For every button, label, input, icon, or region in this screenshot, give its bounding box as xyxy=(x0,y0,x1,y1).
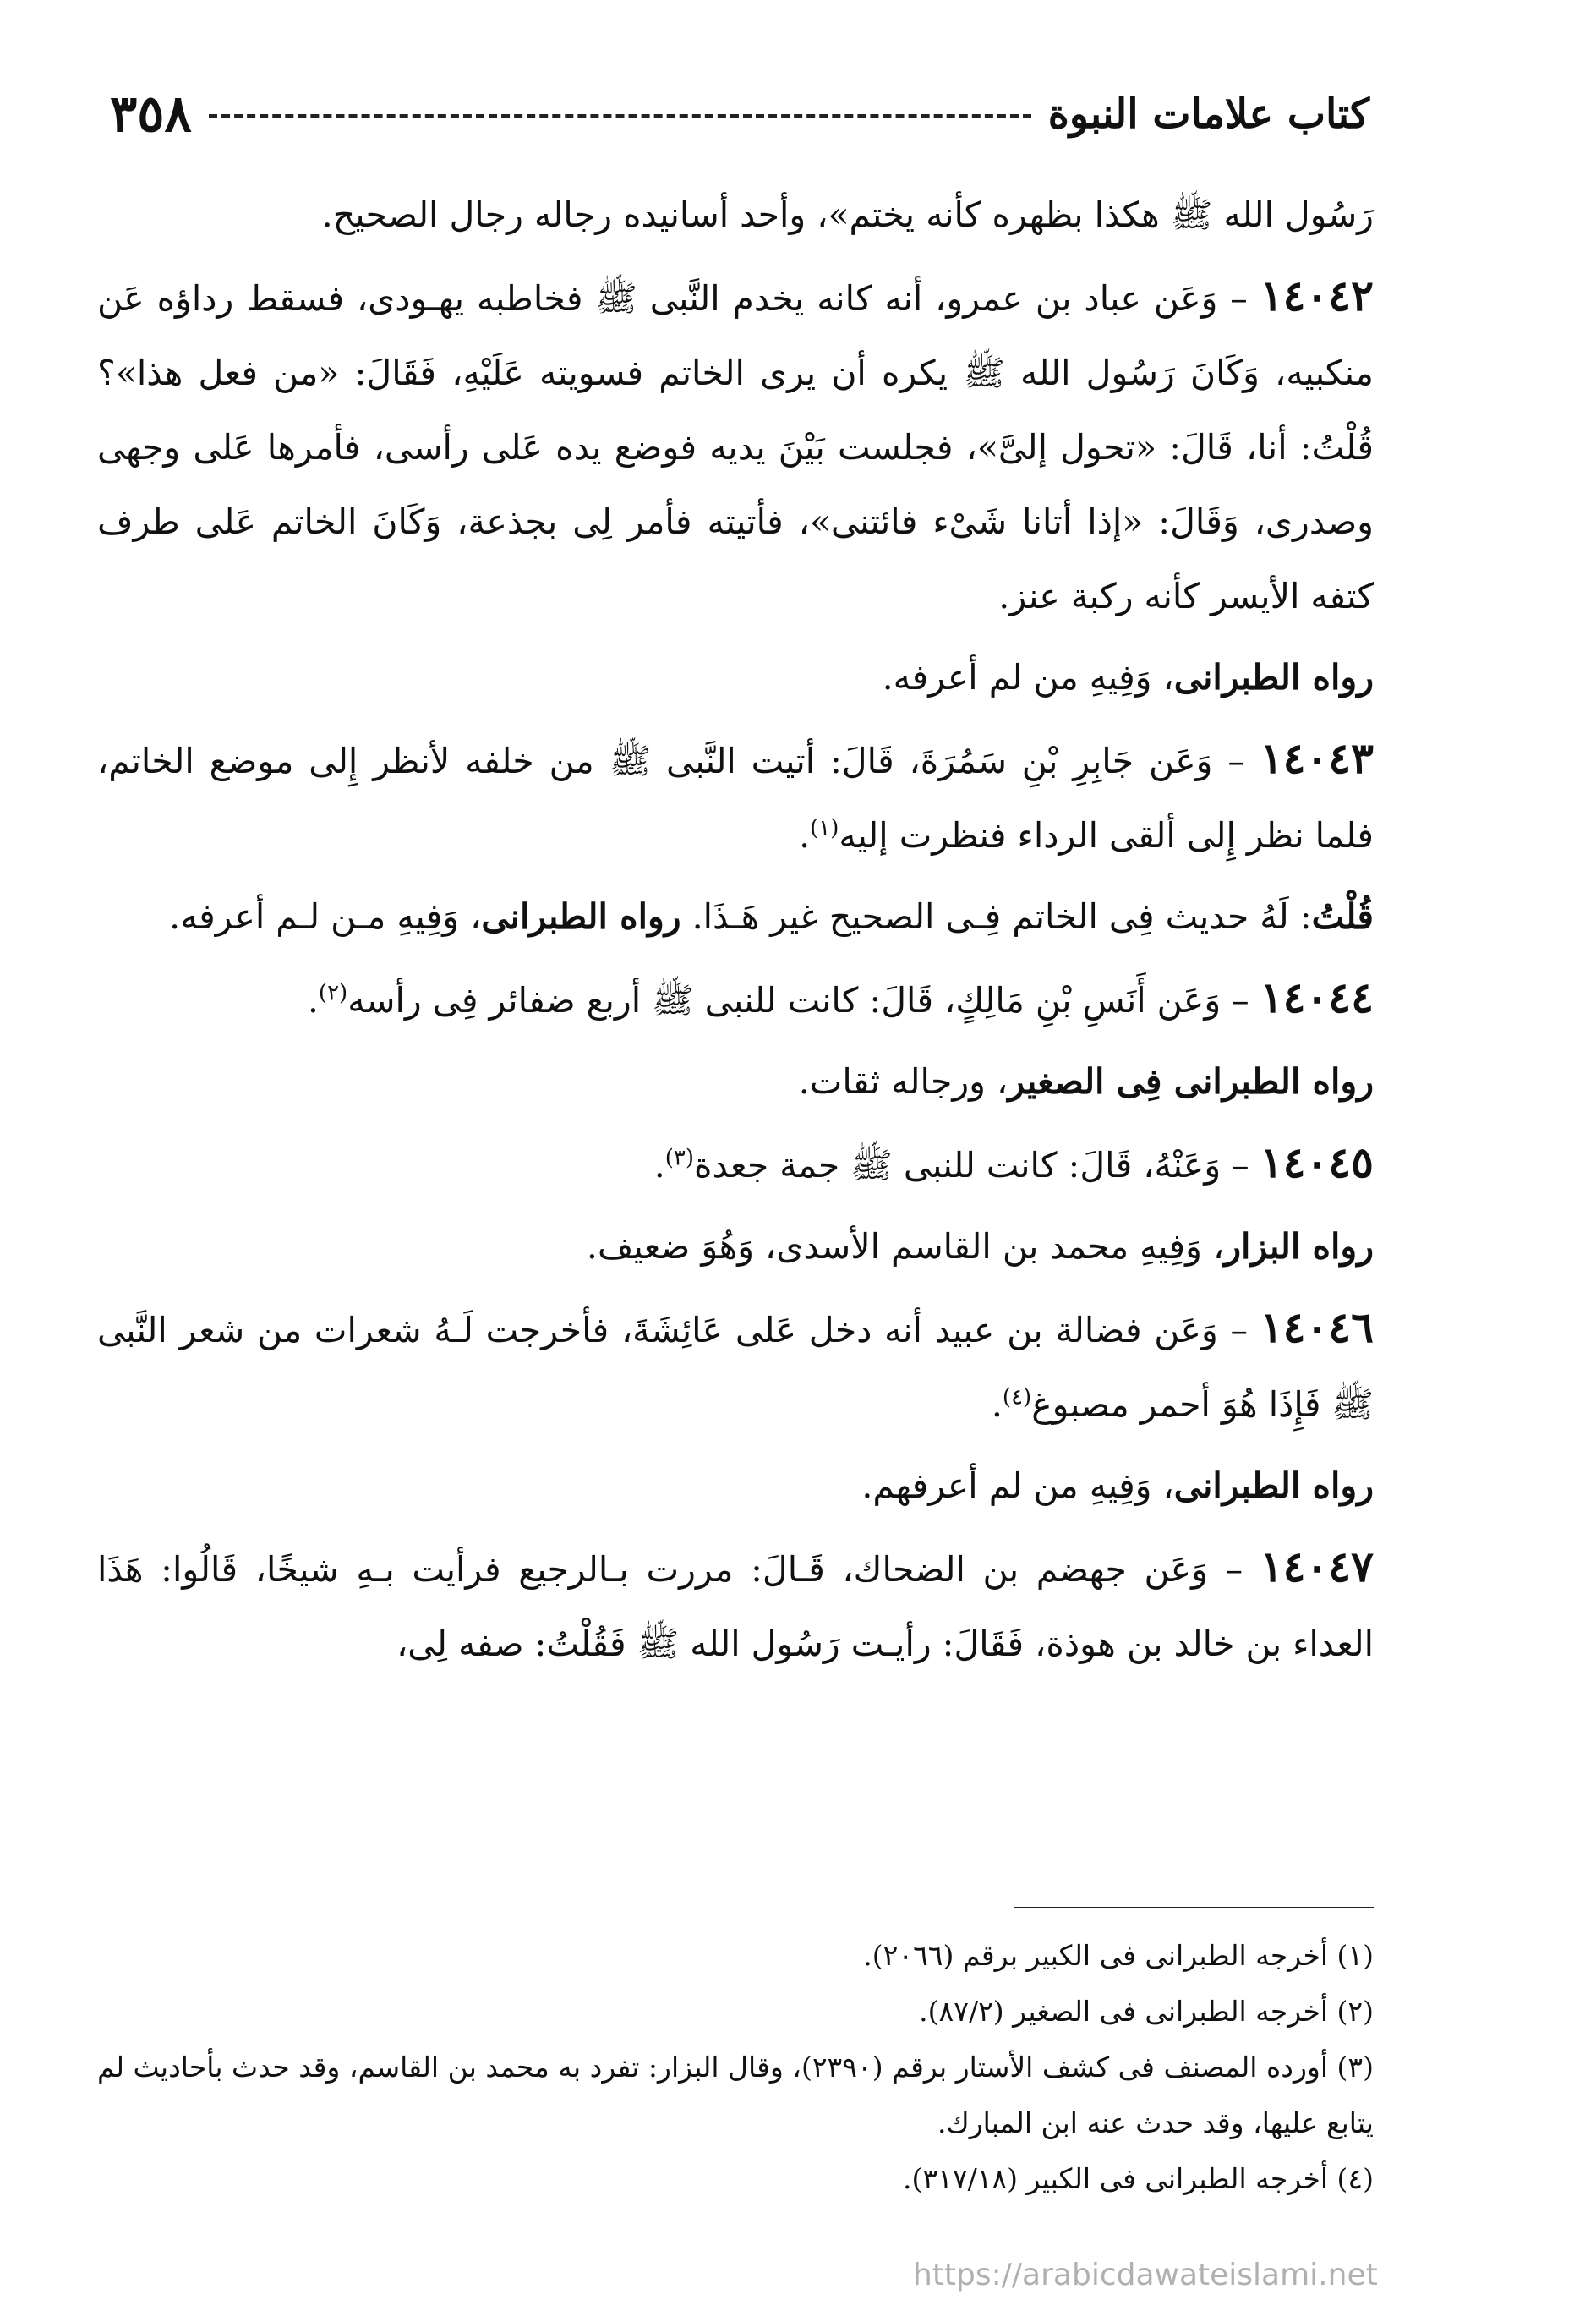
footnote-separator xyxy=(1014,1907,1374,1908)
hadith-text: – وَعَن جَابِرِ بْنِ سَمُرَةَ، قَالَ: أتيت النَّبى ﷺ من خلفه لأنظر إِلى موضع الخاتم، فلما نظر إِلى ألقى الرداء فنظرت إليه xyxy=(97,741,1374,856)
footnote-marker: (٤) xyxy=(1002,1384,1032,1410)
hadith-text: – وَعَن أَنَسِ بْنِ مَالِكٍ، قَالَ: كانت للنبى ﷺ أربع ضفائر فِى رأسه xyxy=(347,980,1249,1021)
main-text xyxy=(97,178,1374,1688)
paragraph-continuation: رَسُول الله ﷺ هكذا بظهره كأنه يختم»، وأحد أسانيده رجاله رجال الصحيح. xyxy=(321,194,1374,235)
source-note: ، وَفِيهِ مـن لـم أعرفه. xyxy=(169,896,482,937)
hadith-source xyxy=(97,1448,1374,1523)
source-name: رواه الطبرانى xyxy=(1173,657,1374,698)
source-name: رواه الطبرانى xyxy=(1173,1465,1374,1506)
source-name: رواه الطبرانى فِى الصغير xyxy=(1008,1061,1374,1102)
hadith-14042 xyxy=(97,259,1374,633)
source-note: ، وَفِيهِ محمد بن القاسم الأسدى، وَهُوَ ضعيف. xyxy=(586,1226,1225,1267)
footnotes xyxy=(97,1928,1374,2207)
hadith-source xyxy=(97,640,1374,715)
hadith-number: ١٤٠٤٦ xyxy=(1260,1302,1374,1352)
footnote-marker: (٣) xyxy=(664,1145,695,1171)
page-number: ٣٥٨ xyxy=(110,85,192,144)
hadith-source xyxy=(97,1209,1374,1284)
hadith-text: – وَعَنْهُ، قَالَ: كانت للنبى ﷺ جمة جعدة xyxy=(694,1145,1249,1186)
hadith-number: ١٤٠٤٢ xyxy=(1260,271,1374,320)
hadith-14043: ١٤٠٤٣ – وَعَن جَابِرِ بْنِ سَمُرَةَ، قَالَ: أتيت النَّبى ﷺ من خلفه لأنظر إِلى موضع الخاتم، فلما نظر إِلى ألقى الرداء فنظرت إليه$^{(١)}$. xyxy=(97,733,1374,856)
qult-label: قُلْتُ xyxy=(1311,896,1374,937)
footnote-4: (٤) أخرجه الطبرانى فى الكبير (٣١٧/١٨). xyxy=(903,2162,1374,2195)
hadith-14047 xyxy=(97,1530,1374,1681)
hadith-14045: ١٤٠٤٥ – وَعَنْهُ، قَالَ: كانت للنبى ﷺ جمة جعدة$^{(٣)}$. xyxy=(653,1137,1374,1187)
source-note: ، وَفِيهِ من لم أعرفه. xyxy=(882,657,1174,698)
source-note: ، وَفِيهِ من لم أعرفهم. xyxy=(861,1465,1174,1506)
hadith-source xyxy=(97,1044,1374,1119)
hadith-text: – وَعَن عباد بن عمرو، أنه كانه يخدم النَّبى ﷺ فخاطبه يهـودى، فسقط رداؤه عَن منكبيه، وَكَانَ رَسُول الله ﷺ يكره أن يرى الخاتم فسويته عَلَيْهِ، فَقَالَ: «من فعل هذا»؟ قُلْتُ: أنا، قَالَ: «تحول إلىَّ»، فجلست بَيْنَ يديه فوضع يده عَلى رأسى، فأمرها عَلى وجهى وصدرى، وَقَالَ: «إذا أتانا شَىْء فائتنى»، فأتيته فأمر لِى بجذعة، وَكَانَ الخاتم عَلى طرف كتفه الأيسر كأنه ركبة عنز. xyxy=(97,278,1374,616)
footnote-2: (٢) أخرجه الطبرانى فى الصغير (٨٧/٢). xyxy=(919,1995,1374,2028)
footnote-3: (٣) أورده المصنف فى كشف الأستار برقم (٢٣٩٠)، وقال البزار: تفرد به محمد بن القاسم، وقد حدث بأحاديث لم يتابع عليها، وقد حدث عنه ابن المبارك. xyxy=(97,2051,1374,2139)
book-title: كتاب علامات النبوة xyxy=(1047,90,1369,138)
source-name: رواه الطبرانى xyxy=(481,896,681,937)
hadith-number: ١٤٠٤٣ xyxy=(1260,733,1374,783)
commentary-text: : لَهُ حديث فِى الخاتم فِـى الصحيح غير هَـذَا. xyxy=(680,896,1312,937)
running-header xyxy=(93,85,1369,144)
footnote-marker: (٢) xyxy=(318,980,348,1006)
hadith-14044: ١٤٠٤٤ – وَعَن أَنَسِ بْنِ مَالِكٍ، قَالَ: كانت للنبى ﷺ أربع ضفائر فِى رأسه$^{(٢)}$. xyxy=(307,972,1374,1022)
hadith-commentary xyxy=(97,879,1374,954)
footnote-1: (١) أخرجه الطبرانى فى الكبير برقم (٢٠٦٦). xyxy=(863,1939,1374,1972)
hadith-text: – وَعَن جهضم بن الضحاك، قَـالَ: مررت بـالرجيع فرأيت بـهِ شيخًا، قَالُوا: هَذَا العداء بن خالد بن هوذة، فَقَالَ: رأيـت رَسُول الله ﷺ فَقُلْتُ: صفه لِى، xyxy=(97,1549,1374,1664)
footnote-marker: (١) xyxy=(810,815,839,841)
source-note: ، ورجاله ثقات. xyxy=(798,1061,1008,1102)
header-dash-line xyxy=(209,114,1031,118)
source-name: رواه البزار xyxy=(1224,1226,1374,1267)
hadith-number: ١٤٠٤٥ xyxy=(1260,1137,1374,1187)
hadith-14046: ١٤٠٤٦ – وَعَن فضالة بن عبيد أنه دخل عَلى عَائِشَةَ، فأخرجت لَـهُ شعرات من شعر النَّبى ﷺ فَإِذَا هُوَ أحمر مصبوغ$^{(٤)}$. xyxy=(97,1302,1374,1425)
hadith-text: – وَعَن فضالة بن عبيد أنه دخل عَلى عَائِشَةَ، فأخرجت لَـهُ شعرات من شعر النَّبى ﷺ فَإِذَا هُوَ أحمر مصبوغ xyxy=(97,1310,1374,1425)
hadith-number: ١٤٠٤٤ xyxy=(1260,972,1374,1022)
hadith-number: ١٤٠٤٧ xyxy=(1260,1542,1374,1591)
watermark-url: https://arabicdawateislami.net xyxy=(913,2258,1378,2292)
